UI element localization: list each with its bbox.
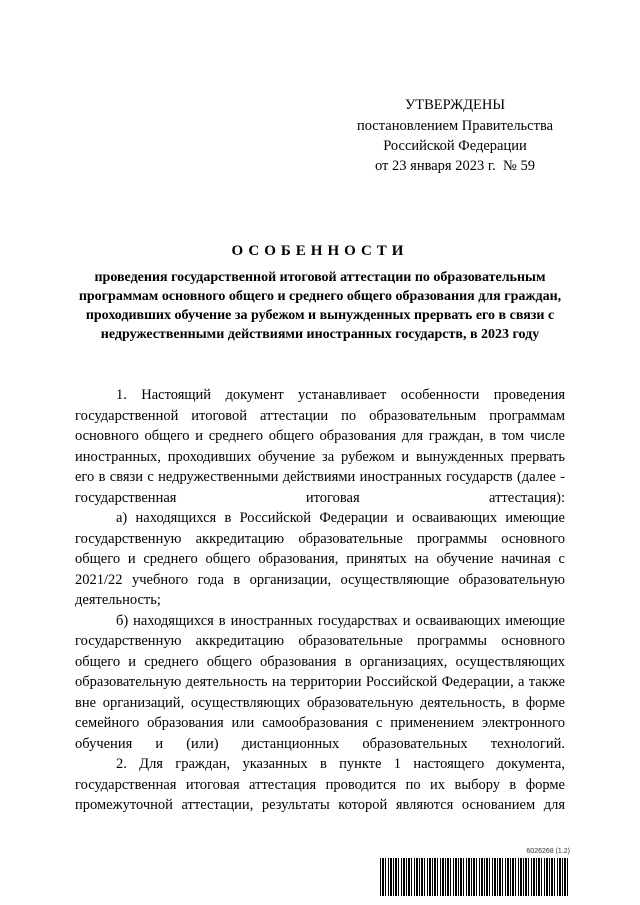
document-title: ОСОБЕННОСТИ	[231, 243, 409, 259]
approval-line-1: постановлением Правительства	[356, 118, 554, 134]
document-subtitle: проведения государственной итоговой аттестации по образовательным программам основного общего и среднего общего образования для граждан, проходивших обучение за рубежом и вынужденных прервать его в связи с недружественными действиями иностранных государств, в 2023 году	[78, 270, 562, 342]
barcode-number: 6026268 (1.2)	[526, 848, 570, 855]
paragraph-1a: а) находящихся в Российской Федерации и осваивающих имеющие государственную аккредитацию образовательные программы основного общего и среднего общего образования, принятых на обучение начиная с 2021/22 учебного года в организации, осуществляющие образовательную деятельность;	[75, 510, 565, 608]
approval-line-3: от 23 января 2023 г. № 59	[375, 158, 535, 174]
paragraph-2: 2. Для граждан, указанных в пункте 1 настоящего документа, государственная итоговая аттестация проводится по их выбору в форме промежуточной аттестации, результаты которой являются основанием для	[75, 756, 565, 813]
document-body	[75, 385, 565, 816]
approval-stamp	[340, 95, 570, 176]
approval-line-2: Российской Федерации	[383, 138, 527, 154]
barcode	[380, 848, 570, 898]
barcode-bars	[380, 858, 570, 896]
approval-heading: УТВЕРЖДЕНЫ	[404, 97, 506, 113]
paragraph-1: 1. Настоящий документ устанавливает особенности проведения государственной итоговой аттестации по образовательным программам основного общего и среднего общего образования для граждан, в том числе иностранных, проходивших обучение за рубежом и вынужденных прервать его в связи с недружественными действиями иностранных государств (далее - государственная итоговая аттестация):	[75, 387, 565, 506]
paragraph-1b: б) находящихся в иностранных государствах и осваивающих имеющие государственную аккредитацию образовательные программы основного общего и среднего общего образования в организациях, осуществляющих образовательную деятельность на территории Российской Федерации, а также вне организаций, осуществляющих образовательную деятельность, в форме семейного образования или самообразования с применением электронного обучения и (или) дистанционных образовательных технологий.	[75, 612, 565, 752]
